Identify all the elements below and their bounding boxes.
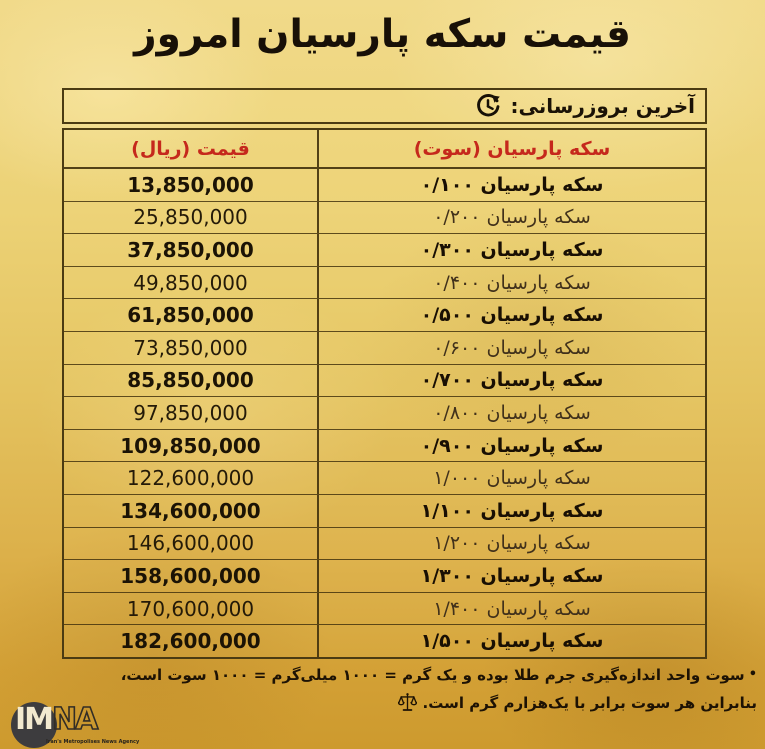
coin-cell: سکه پارسیان ۱/۳۰۰ (420, 564, 604, 587)
table-row (64, 528, 705, 561)
coin-cell: سکه پارسیان ۰/۴۰۰ (433, 271, 591, 294)
coin-cell: سکه پارسیان ۰/۵۰۰ (420, 304, 604, 327)
coin-cell: سکه پارسیان ۰/۳۰۰ (420, 238, 604, 261)
table-row (64, 397, 705, 430)
price-cell: 73,850,000 (133, 335, 248, 360)
price-cell: 85,850,000 (127, 368, 254, 393)
table-row (64, 593, 705, 626)
price-cell: 61,850,000 (127, 303, 254, 328)
last-update-bar (62, 88, 707, 124)
table-row (64, 560, 705, 593)
table-row (64, 625, 705, 657)
logo-tagline: Iran's Metropolises News Agency (46, 739, 140, 745)
header-coin-column: سکه پارسیان (سوت) (413, 137, 611, 160)
coin-cell: سکه پارسیان ۰/۹۰۰ (420, 434, 604, 457)
bullet-icon: • (748, 667, 757, 682)
table-row (64, 495, 705, 528)
price-table (62, 128, 707, 659)
price-cell: 134,600,000 (120, 498, 261, 523)
price-cell: 182,600,000 (120, 629, 261, 654)
coin-cell: سکه پارسیان ۱/۴۰۰ (433, 597, 591, 620)
footnote-line-2: بنابراین هر سوت برابر با یک‌هزارم گرم است. (9, 689, 757, 722)
coin-cell: سکه پارسیان ۰/۶۰۰ (433, 336, 591, 359)
table-row (64, 299, 705, 332)
table-row (64, 169, 705, 202)
table-row (64, 267, 705, 300)
price-cell: 97,850,000 (133, 400, 248, 425)
table-row (64, 234, 705, 267)
imna-logo (10, 699, 160, 749)
coin-cell: سکه پارسیان ۱/۰۰۰ (433, 467, 591, 490)
price-cell: 25,850,000 (133, 205, 248, 230)
scales-icon (398, 692, 417, 722)
coin-cell: سکه پارسیان ۱/۱۰۰ (420, 499, 604, 522)
coin-cell: سکه پارسیان ۱/۵۰۰ (420, 630, 604, 653)
price-cell: 13,850,000 (127, 172, 254, 197)
price-cell: 109,850,000 (120, 433, 261, 458)
table-row (64, 332, 705, 365)
price-cell: 146,600,000 (126, 531, 255, 556)
coin-cell: سکه پارسیان ۱/۲۰۰ (433, 532, 591, 555)
price-cell: 37,850,000 (127, 237, 254, 262)
coin-cell: سکه پارسیان ۰/۱۰۰ (420, 173, 604, 196)
price-cell: 49,850,000 (133, 270, 248, 295)
footnote-line-1: •سوت واحد اندازه‌گیری جرم طلا بوده و یک گرم = ۱۰۰۰ میلی‌گرم = ۱۰۰۰ سوت است، (120, 666, 757, 684)
price-cell: 158,600,000 (120, 563, 261, 588)
logo-text-im: IM (15, 702, 53, 737)
price-cell: 170,600,000 (126, 596, 255, 621)
table-header-row (64, 130, 705, 169)
table-row (64, 202, 705, 235)
table-row (64, 462, 705, 495)
last-update-label: آخرین بروزرسانی: (510, 94, 695, 118)
coin-cell: سکه پارسیان ۰/۲۰۰ (433, 206, 591, 229)
coin-cell: سکه پارسیان ۰/۷۰۰ (420, 369, 604, 392)
price-cell: 122,600,000 (126, 466, 255, 491)
table-row (64, 365, 705, 398)
page-title: قیمت سکه پارسیان امروز (134, 12, 631, 57)
table-rows (64, 169, 705, 657)
coin-cell: سکه پارسیان ۰/۸۰۰ (433, 401, 591, 424)
header-price-column: قیمت (ریال) (131, 137, 250, 160)
logo-text-na: NA (52, 702, 97, 737)
table-row (64, 430, 705, 463)
refresh-clock-icon (475, 93, 501, 119)
